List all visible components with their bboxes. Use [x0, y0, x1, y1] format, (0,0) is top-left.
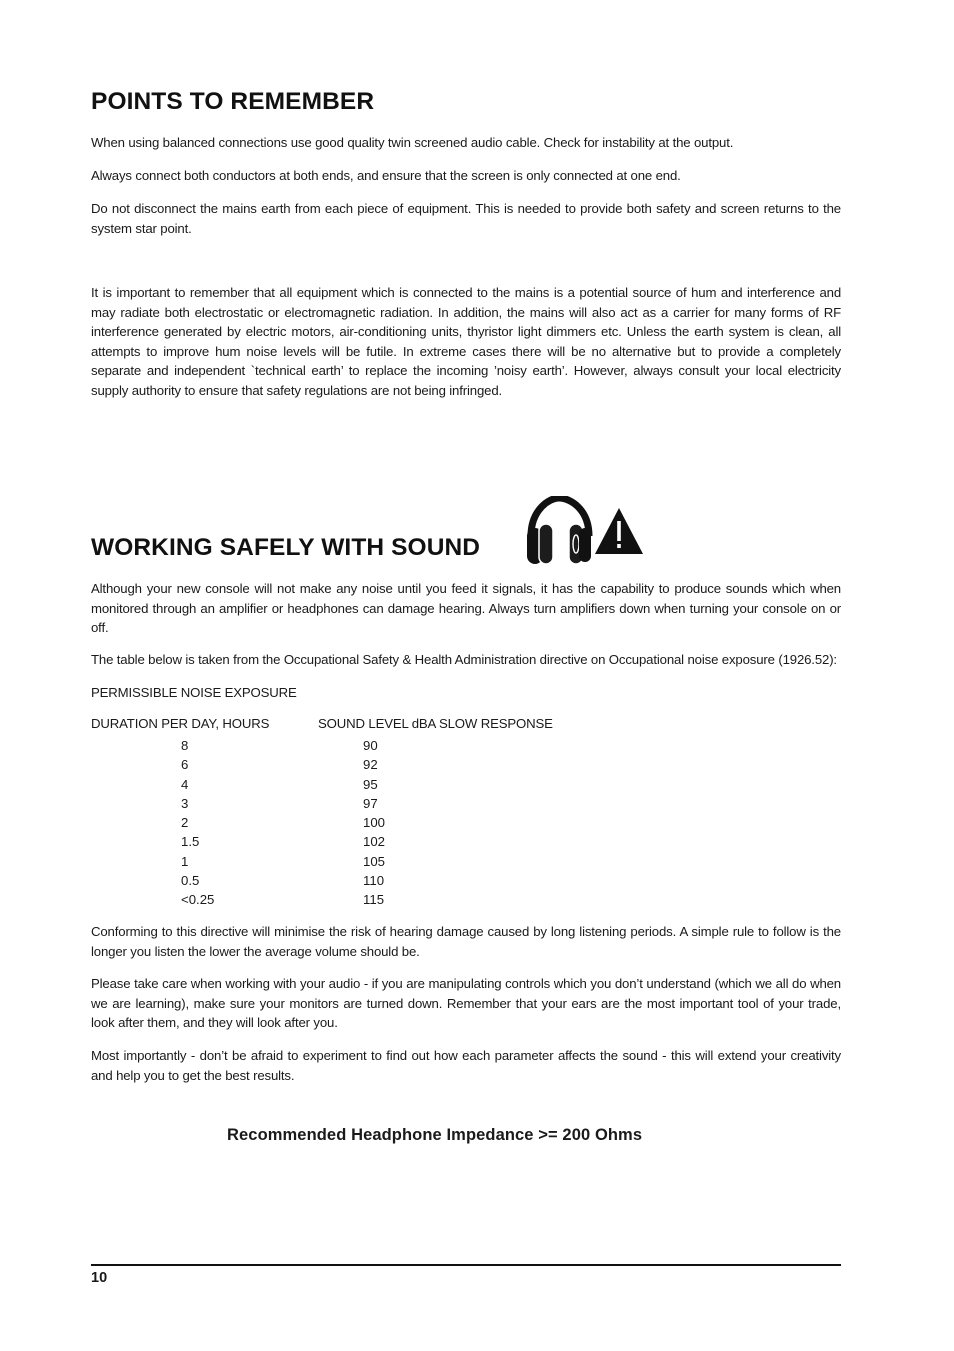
table-cell-level: 115 — [363, 892, 385, 907]
paragraph-table-source: The table below is taken from the Occupational Safety & Health Administration directive on Occupational noise exposure (1926.52): — [91, 652, 837, 667]
column-levels — [363, 736, 385, 909]
paragraph-mains-earth: Do not disconnect the mains earth from each piece of equipment. This is needed to provide both safety and screen returns to the system star point. — [91, 201, 841, 236]
footer-divider — [91, 1264, 841, 1266]
paragraph-hum-interference: It is important to remember that all equipment which is connected to the mains is a potential source of hum and interference and may radiate both electrostatic or electromagnetic radiation. In addition, the mains will also act as a carrier for many forms of RF interference generated by electric motors, air-conditioning units, thyristor light dimmers etc. Unless the earth system is clean, all attempts to improve hum noise levels will be futile. In extreme cases there will be no alternative but to provide a completely separate and independent `technical earth’ to replace the incoming ’noisy earth’. However, always consult your local electricity supply authority to ensure that safety regulations are not being infringed. — [91, 285, 841, 398]
paragraph-hearing-damage: Although your new console will not make any noise until you feed it signals, it has the capability to produce sounds which when monitored through an amplifier or headphones can damage hearing. Always turn amplifiers down when turning your console on or off. — [91, 581, 841, 635]
table-cell-level: 110 — [363, 872, 385, 888]
column-header-sound-level: SOUND LEVEL dBA SLOW RESPONSE — [318, 716, 553, 731]
recommended-impedance: Recommended Headphone Impedance >= 200 Ohms — [227, 1126, 643, 1144]
table-title: PERMISSIBLE NOISE EXPOSURE — [91, 685, 297, 700]
paragraph-take-care: Please take care when working with your audio - if you are manipulating controls which you don’t understand (which we all do when we are learning), make sure your monitors are turned down. Remember that your ears are the most important tool of your trade, look after them, and they will look after you. — [91, 976, 841, 1030]
safety-icons-graphic — [525, 496, 645, 568]
headphones-icon — [527, 498, 591, 564]
column-header-duration: DURATION PER DAY, HOURS — [91, 716, 270, 731]
table-cell-level: 97 — [363, 795, 378, 811]
paragraph-experiment: Most importantly - don’t be afraid to experiment to find out how each parameter affects the sound - this will extend your creativity and help you to get the best results. — [91, 1048, 841, 1083]
table-cell-level: 102 — [363, 834, 386, 850]
table-cell-hours: 1 — [181, 853, 189, 869]
table-cell-level: 92 — [363, 757, 378, 773]
table-cell-hours: 0.5 — [181, 872, 200, 888]
table-cell-hours: 3 — [181, 795, 189, 811]
table-cell-level: 105 — [363, 853, 386, 869]
table-cell-level: 95 — [363, 776, 378, 792]
table-cell-hours: <0.25 — [181, 892, 215, 907]
table-cell-hours: 4 — [181, 776, 189, 792]
table-cell-level: 90 — [363, 738, 378, 753]
table-cell-hours: 6 — [181, 757, 189, 773]
table-cell-hours: 2 — [181, 815, 189, 830]
column-hours — [181, 736, 214, 909]
paragraph-balanced-connections: When using balanced connections use good quality twin screened audio cable. Check for instability at the output. — [91, 135, 734, 150]
safety-icons — [525, 496, 645, 573]
paragraph-conductors: Always connect both conductors at both ends, and ensure that the screen is only connected at one end. — [91, 168, 681, 183]
working-safely-heading: WORKING SAFELY WITH SOUND — [91, 534, 481, 561]
warning-icon — [595, 508, 643, 554]
paragraph-conforming: Conforming to this directive will minimise the risk of hearing damage caused by long listening periods. A simple rule to follow is the longer you listen the lower the average volume should be. — [91, 924, 841, 959]
table-cell-hours: 1.5 — [181, 834, 200, 850]
page-number: 10 — [91, 1270, 108, 1286]
points-to-remember-heading: POINTS TO REMEMBER — [91, 88, 375, 115]
table-cell-level: 100 — [363, 815, 386, 830]
table-cell-hours: 8 — [181, 738, 189, 753]
